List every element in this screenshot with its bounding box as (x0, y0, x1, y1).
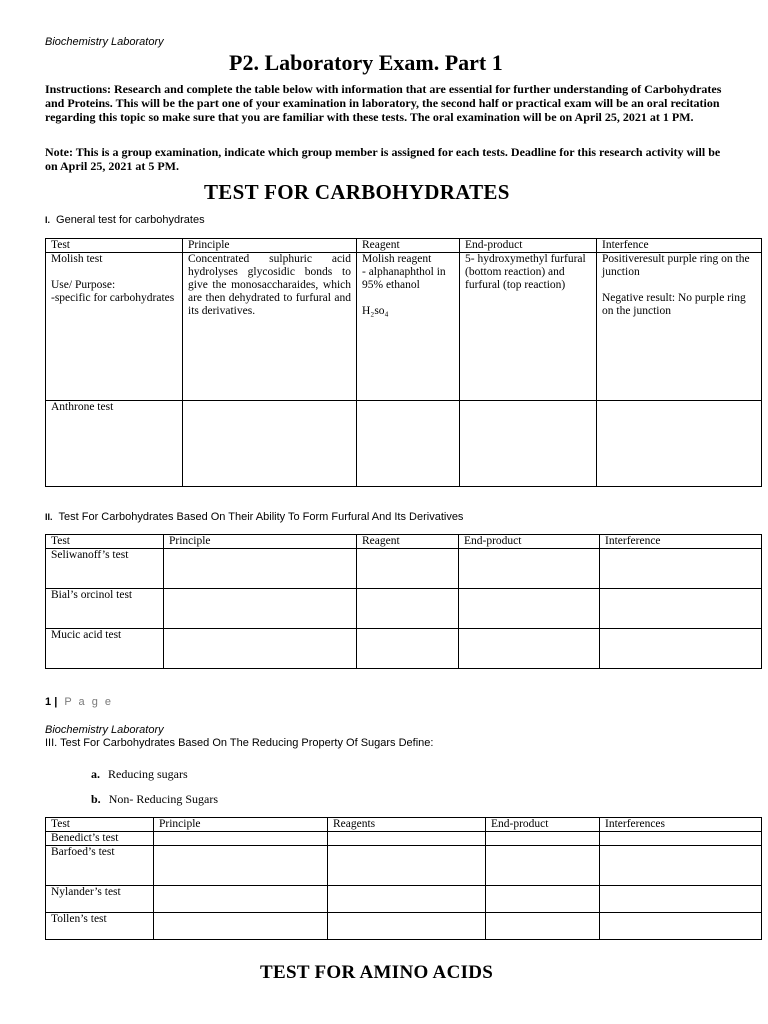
empty-cell[interactable] (328, 832, 486, 846)
table-furfural-tests (45, 534, 762, 669)
empty-cell[interactable] (597, 401, 762, 487)
instructions-paragraph: Instructions: Research and complete the table below with information that are essential for further understanding of Carbohydrates and Proteins. This will be the part one of your examination in laboratory, the second half or practical exam will be an oral recitation regarding this topic so make sure that you are familiar with these tests. The oral examination will be on April 25, 2021 at 1 PM. (45, 82, 722, 124)
empty-cell[interactable] (357, 589, 459, 629)
empty-cell[interactable] (328, 846, 486, 886)
header-cell: Interfence (597, 239, 762, 253)
empty-cell[interactable] (460, 401, 597, 487)
list-marker: b. (91, 792, 101, 806)
section-title-amino-acids: TEST FOR AMINO ACIDS (260, 962, 494, 983)
list-text: Non- Reducing Sugars (108, 792, 219, 806)
header-cell: Interferences (600, 818, 762, 832)
empty-cell[interactable] (328, 913, 486, 940)
table-row (46, 401, 762, 487)
empty-cell[interactable] (486, 832, 600, 846)
page-header: Biochemistry Laboratory (45, 36, 164, 48)
empty-cell[interactable] (600, 629, 762, 669)
empty-cell[interactable] (486, 886, 600, 913)
empty-cell[interactable] (164, 629, 357, 669)
table-general-tests (45, 238, 762, 487)
page-label: P a g e (64, 696, 113, 708)
subheading-furfural (45, 511, 463, 523)
empty-cell[interactable] (600, 886, 762, 913)
table-row (46, 253, 762, 401)
subheading-text: Test For Carbohydrates Based On Their Ability To Form Furfural And Its Derivatives (58, 511, 464, 523)
page-footer (45, 696, 113, 708)
test-name-cell: Seliwanoff’s test (46, 549, 164, 589)
header-cell: Reagent (357, 535, 459, 549)
empty-cell[interactable] (486, 913, 600, 940)
table-reducing-tests (45, 817, 762, 940)
subheading-reducing-property: III. Test For Carbohydrates Based On The Reducing Property Of Sugars Define: (45, 737, 434, 749)
test-name-cell: Barfoed’s test (46, 846, 154, 886)
header-cell: End-product (459, 535, 600, 549)
header-cell: Reagent (357, 239, 460, 253)
table-row (46, 589, 762, 629)
table-header-row (46, 818, 762, 832)
subheading-text: General test for carbohydrates (56, 214, 205, 226)
empty-cell[interactable] (154, 913, 328, 940)
empty-cell[interactable] (459, 629, 600, 669)
empty-cell[interactable] (154, 832, 328, 846)
subheading-number: II. (45, 512, 53, 522)
page-header: Biochemistry Laboratory (45, 724, 164, 736)
header-cell: Test (46, 818, 154, 832)
page-number: 1 (45, 696, 52, 708)
molish-principle-cell: Concentrated sulphuric acid hydrolyses glycosidic bonds to give the monosaccharaides, which are then dehydrated to furfural and its derivatives. (183, 253, 357, 401)
header-cell: Interference (600, 535, 762, 549)
empty-cell[interactable] (600, 549, 762, 589)
header-cell: Test (46, 239, 183, 253)
empty-cell[interactable] (600, 832, 762, 846)
header-cell: Reagents (328, 818, 486, 832)
empty-cell[interactable] (600, 846, 762, 886)
molish-end-product-cell: 5- hydroxymethyl furfural (bottom reaction) and furfural (top reaction) (460, 253, 597, 401)
list-item-reducing-sugars (91, 767, 188, 782)
header-cell: Test (46, 535, 164, 549)
table-header-row (46, 535, 762, 549)
header-cell: End-product (460, 239, 597, 253)
empty-cell[interactable] (357, 549, 459, 589)
test-name-cell: Nylander’s test (46, 886, 154, 913)
test-name-cell: Benedict’s test (46, 832, 154, 846)
header-cell: Principle (164, 535, 357, 549)
header-cell: Principle (183, 239, 357, 253)
test-name-cell: Bial’s orcinol test (46, 589, 164, 629)
subheading-general-test (45, 214, 205, 226)
note-paragraph: Note: This is a group examination, indicate which group member is assigned for each tests. Deadline for this research activity will be on April 25, 2021 at 5 PM. (45, 145, 721, 173)
empty-cell[interactable] (459, 589, 600, 629)
empty-cell[interactable] (357, 401, 460, 487)
header-cell: Principle (154, 818, 328, 832)
subheading-number: I. (45, 215, 51, 225)
empty-cell[interactable] (486, 846, 600, 886)
header-cell: End-product (486, 818, 600, 832)
footer-separator: | (54, 696, 58, 708)
table-row (46, 886, 762, 913)
table-row (46, 832, 762, 846)
table-row (46, 913, 762, 940)
table-header-row (46, 239, 762, 253)
list-text: Reducing sugars (108, 767, 188, 781)
empty-cell[interactable] (154, 846, 328, 886)
empty-cell[interactable] (164, 549, 357, 589)
table-row (46, 629, 762, 669)
table-row (46, 549, 762, 589)
list-marker: a. (91, 767, 100, 781)
empty-cell[interactable] (600, 589, 762, 629)
section-title-carbohydrates: TEST FOR CARBOHYDRATES (204, 180, 510, 204)
test-name-cell: Tollen’s test (46, 913, 154, 940)
empty-cell[interactable] (357, 629, 459, 669)
anthrone-test-cell: Anthrone test (46, 401, 183, 487)
exam-title: P2. Laboratory Exam. Part 1 (229, 50, 503, 75)
empty-cell[interactable] (164, 589, 357, 629)
empty-cell[interactable] (183, 401, 357, 487)
molish-test-cell: Molish test Use/ Purpose: -specific for carbohydrates (46, 253, 183, 401)
molish-interference-cell: Positiveresult purple ring on the junction Negative result: No purple ring on the junction (597, 253, 762, 401)
table-row (46, 846, 762, 886)
molish-reagent-cell: Molish reagent - alphanaphthol in 95% ethanol H₂so₄ (357, 253, 460, 401)
empty-cell[interactable] (600, 913, 762, 940)
list-item-non-reducing-sugars (91, 792, 218, 807)
test-name-cell: Mucic acid test (46, 629, 164, 669)
empty-cell[interactable] (154, 886, 328, 913)
empty-cell[interactable] (328, 886, 486, 913)
empty-cell[interactable] (459, 549, 600, 589)
